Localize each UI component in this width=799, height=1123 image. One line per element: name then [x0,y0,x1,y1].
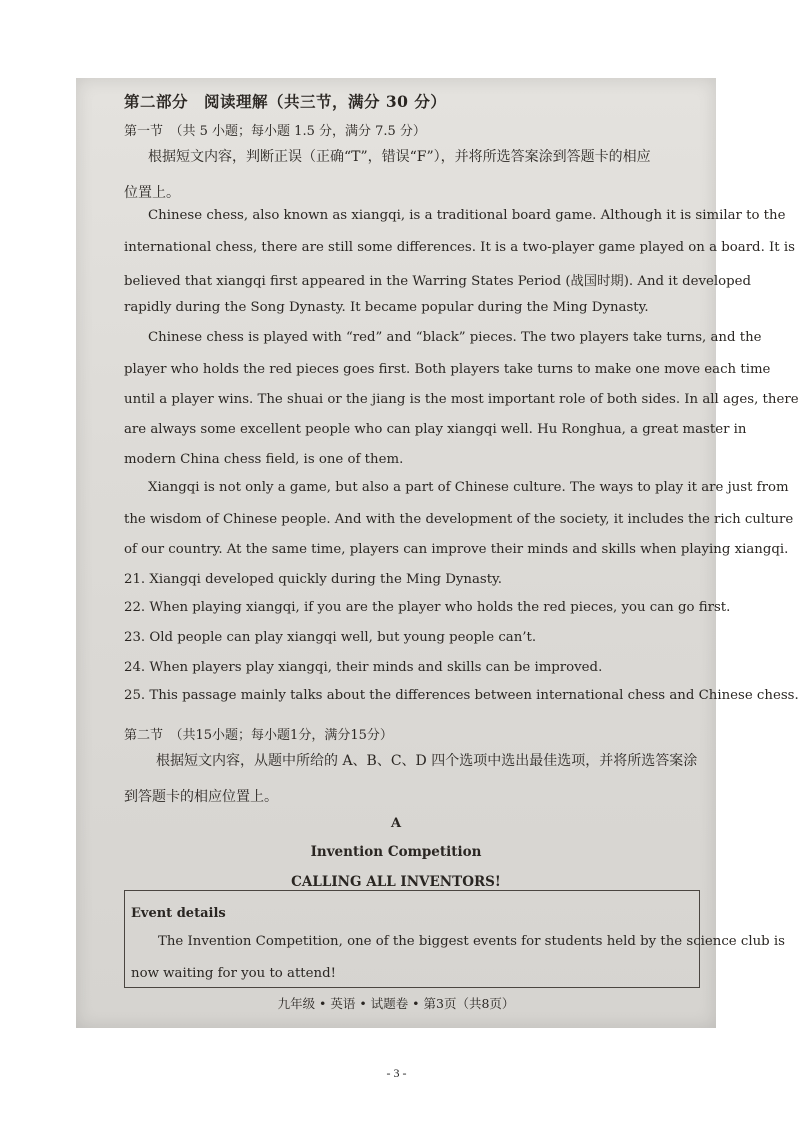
passage-line: player who holds the red pieces goes first. Both players take turns to make one move each time [124,362,771,377]
section2-instruction-line1: 根据短文内容，从题中所给的 A、B、C、D 四个选项中选出最佳选项，并将所选答案涂 [156,753,698,769]
passage-line: Chinese chess, also known as xiangqi, is a traditional board game. Although it is similar to the [148,208,786,223]
question-21: 21. Xiangqi developed quickly during the Ming Dynasty. [124,572,503,587]
passage-a-subtitle: CALLING ALL INVENTORS! [291,874,501,890]
section2-instruction-line2: 到答题卡的相应位置上。 [124,789,278,805]
passage-line: Xiangqi is not only a game, but also a part of Chinese culture. The ways to play it are just from [148,480,789,495]
section1-instruction-line1: 根据短文内容，判断正误（正确“T”，错误“F”），并将所选答案涂到答题卡的相应 [148,149,651,165]
passage-line: of our country. At the same time, players can improve their minds and skills when playing xiangqi. [124,542,789,557]
event-details-line2: now waiting for you to attend! [131,966,336,981]
exam-page-photo [76,78,799,1028]
passage-line: rapidly during the Song Dynasty. It became popular during the Ming Dynasty. [124,300,649,315]
question-23: 23. Old people can play xiangqi well, but young people can’t. [124,630,537,645]
section1-instruction-line2: 位置上。 [124,185,180,201]
part-title: 第二部分 阅读理解（共三节，满分 30 分） [124,92,447,111]
passage-line: the wisdom of Chinese people. And with the development of the society, it includes the rich culture [124,512,794,527]
passage-a-title: Invention Competition [310,844,482,860]
passage-line: believed that xiangqi first appeared in the Warring States Period (战国时期). And it developed [124,274,751,289]
passage-a-letter: A [390,816,402,831]
section2-title: 第二节 （共15小题；每小题1分，满分15分） [124,728,393,743]
event-details-heading: Event details [131,906,226,921]
question-25: 25. This passage mainly talks about the differences between international chess and Chinese chess. [124,688,799,703]
question-22: 22. When playing xiangqi, if you are the player who holds the red pieces, you can go first. [124,600,731,615]
exam-page-footer: 九年级 • 英语 • 试题卷 • 第3页（共8页） [277,996,515,1011]
page-number: - 3 - [386,1066,407,1080]
passage-line: international chess, there are still some differences. It is a two-player game played on a board. It is [124,240,795,255]
question-24: 24. When players play xiangqi, their minds and skills can be improved. [124,660,603,675]
passage-line: until a player wins. The shuai or the jiang is the most important role of both sides. In all ages, there [124,392,799,407]
section1-title: 第一节 （共 5 小题；每小题 1.5 分，满分 7.5 分） [124,124,426,139]
passage-line: Chinese chess is played with “red” and “black” pieces. The two players take turns, and the [148,330,762,345]
passage-line: modern China chess field, is one of them. [124,452,404,467]
passage-line: are always some excellent people who can play xiangqi well. Hu Ronghua, a great master in [124,422,747,437]
event-details-line1: The Invention Competition, one of the biggest events for students held by the science club is [158,934,785,949]
